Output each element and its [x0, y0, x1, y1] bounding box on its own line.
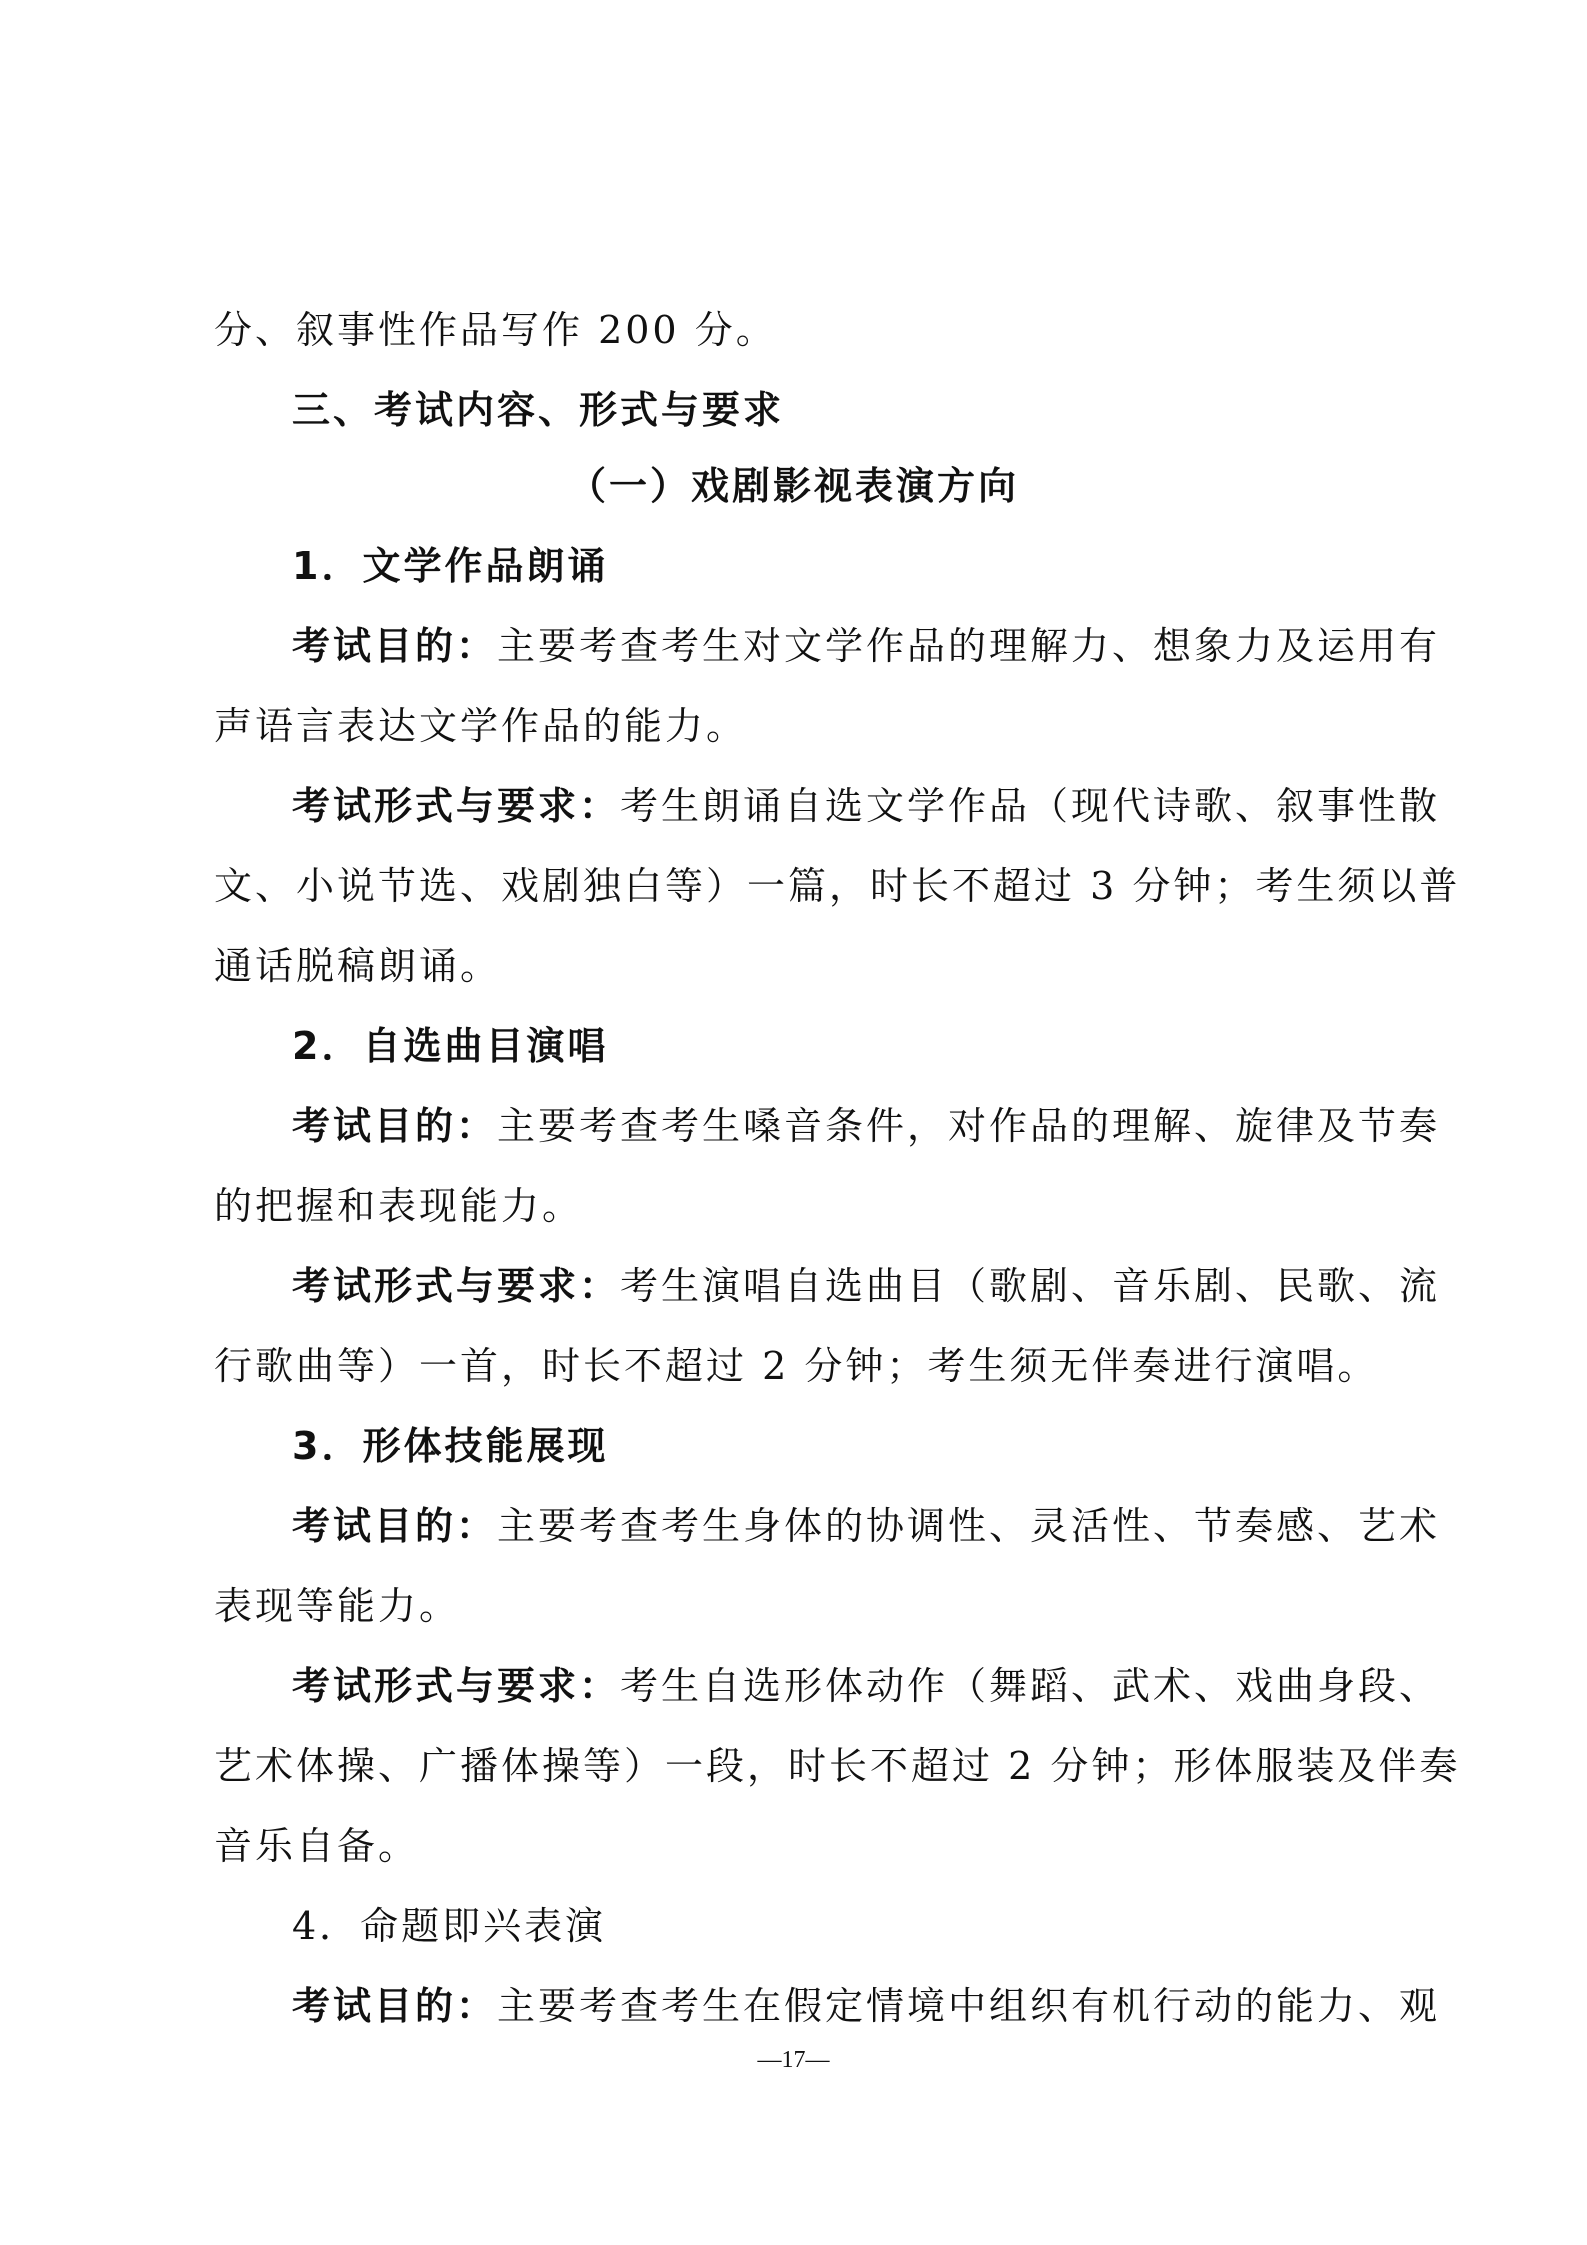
paragraph-line: 艺术体操、广播体操等）一段，时长不超过 2 分钟；形体服装及伴奏	[214, 1744, 1461, 1788]
paragraph-text: 主要考查考生身体的协调性、灵活性、节奏感、艺术	[497, 1504, 1441, 1548]
paragraph-line: 的把握和表现能力。	[214, 1184, 584, 1228]
label-exam-format: 考试形式与要求：	[292, 1264, 621, 1308]
paragraph-line: 通话脱稿朗诵。	[214, 944, 502, 988]
paragraph-text: 主要考查考生对文学作品的理解力、想象力及运用有	[497, 624, 1441, 668]
label-exam-format: 考试形式与要求：	[292, 784, 621, 828]
paragraph-line: 表现等能力。	[214, 1584, 461, 1628]
paragraph-line	[292, 1502, 1441, 1550]
paragraph-line: 分、叙事性作品写作 200 分。	[214, 308, 777, 352]
label-exam-purpose: 考试目的：	[292, 624, 498, 668]
item-heading-1: 1．文学作品朗诵	[292, 544, 609, 588]
section-heading: 三、考试内容、形式与要求	[292, 388, 785, 432]
paragraph-line	[292, 782, 1441, 830]
paragraph-line	[292, 1982, 1441, 2030]
paragraph-line	[292, 1102, 1441, 1150]
paragraph-line: 声语言表达文学作品的能力。	[214, 704, 748, 748]
paragraph-line: 行歌曲等）一首，时长不超过 2 分钟；考生须无伴奏进行演唱。	[214, 1344, 1379, 1388]
paragraph-text: 考生朗诵自选文学作品（现代诗歌、叙事性散	[620, 784, 1441, 828]
paragraph-line	[292, 1262, 1441, 1310]
paragraph-text: 主要考查考生嗓音条件，对作品的理解、旋律及节奏	[497, 1104, 1441, 1148]
paragraph-line	[292, 1662, 1441, 1710]
paragraph-line: 文、小说节选、戏剧独白等）一篇，时长不超过 3 分钟；考生须以普	[214, 864, 1461, 908]
subsection-heading: （一）戏剧影视表演方向	[567, 464, 1019, 508]
paragraph-text: 考生自选形体动作（舞蹈、武术、戏曲身段、	[620, 1664, 1441, 1708]
label-exam-purpose: 考试目的：	[292, 1984, 498, 2028]
item-heading-4: 4．命题即兴表演	[292, 1904, 607, 1948]
item-heading-3: 3．形体技能展现	[292, 1424, 609, 1468]
label-exam-purpose: 考试目的：	[292, 1504, 498, 1548]
page-number: —17—	[757, 2047, 830, 2073]
paragraph-line: 音乐自备。	[214, 1824, 420, 1868]
paragraph-text: 考生演唱自选曲目（歌剧、音乐剧、民歌、流	[620, 1264, 1441, 1308]
label-exam-purpose: 考试目的：	[292, 1104, 498, 1148]
label-exam-format: 考试形式与要求：	[292, 1664, 621, 1708]
item-heading-2: 2．自选曲目演唱	[292, 1024, 609, 1068]
paragraph-line	[292, 622, 1441, 670]
paragraph-text: 主要考查考生在假定情境中组织有机行动的能力、观	[497, 1984, 1441, 2028]
